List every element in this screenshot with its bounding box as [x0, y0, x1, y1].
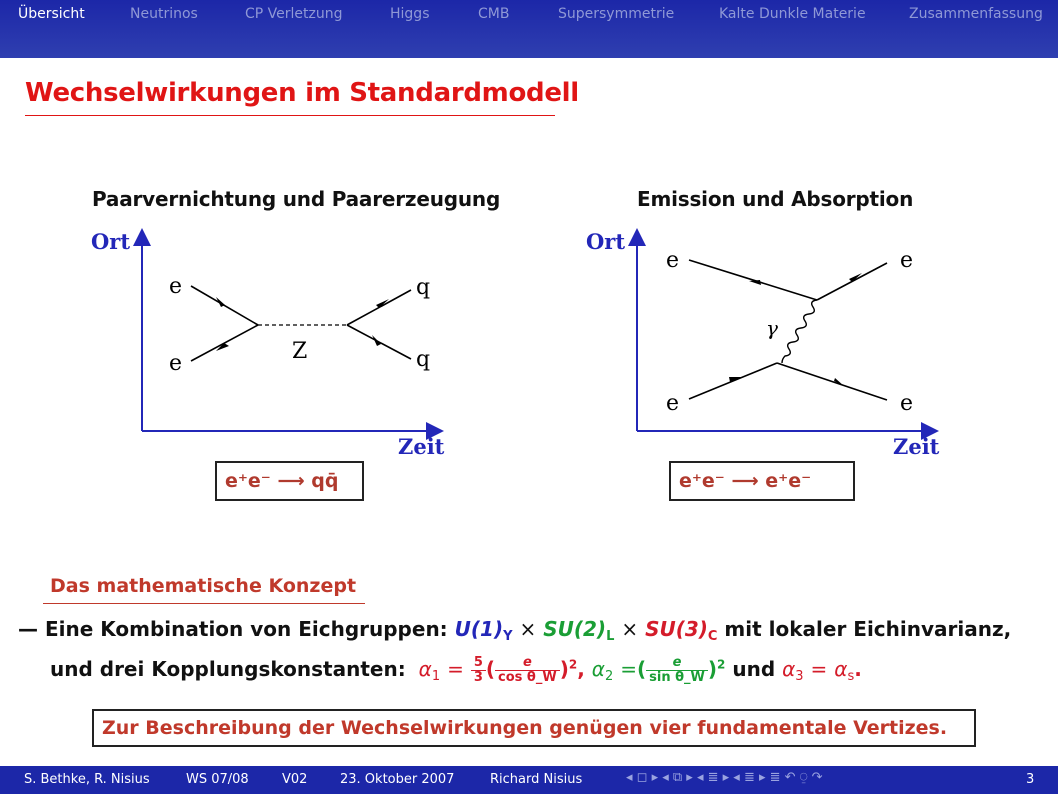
top-navigation-bar — [0, 0, 1058, 58]
y-axis-label: Ort — [91, 229, 131, 254]
footer-speaker: Richard Nisius — [490, 772, 583, 787]
x-axis-label: Zeit — [893, 434, 940, 459]
nav-tab-uebersicht[interactable]: Übersicht — [18, 6, 85, 22]
su3-group: $SU(3)_C$ — [645, 617, 718, 644]
slide-title: Wechselwirkungen im Standardmodell — [25, 78, 579, 108]
label-e-in-bottom: e — [666, 391, 680, 416]
footer-authors: S. Bethke, R. Nisius — [24, 772, 150, 787]
equals: = — [447, 657, 464, 681]
u1-group: $U(1)_Y$ — [454, 617, 513, 644]
fermion-line — [191, 286, 258, 325]
nav-tab-cp-verletzung[interactable]: CP Verletzung — [245, 6, 343, 22]
concept-heading: Das mathematische Konzept — [50, 575, 357, 597]
und-text: und — [732, 657, 776, 681]
footer-date: 23. Oktober 2007 — [340, 772, 455, 787]
coupling-constants-line: und drei Kopplungskonstanten: $\alpha_1$ = $\frac{5}{3}$ ( $\frac{e}{\text{cos θ\_W}}$ )$^2$, $\alpha_2$ =( $\frac{e}{\text{sin θ\_W}}$ )$^2$ und $\alpha_3 = \alpha_s$. — [50, 655, 862, 685]
label-z-boson: Z — [292, 339, 308, 364]
equals: = — [810, 657, 828, 681]
equals: = — [620, 657, 637, 681]
photon-line — [782, 300, 817, 363]
footer-page-number: 3 — [1026, 772, 1035, 787]
beamer-navigation-icons[interactable]: ◂ ◻ ▸ ◂ ⧉ ▸ ◂ ≣ ▸ ◂ ≣ ▸ ≣ ↶ ⍜ ↷ — [626, 770, 823, 785]
alpha2: $\alpha_2$ — [591, 657, 614, 684]
x-axis-label: Zeit — [398, 434, 445, 459]
arrow-icon — [729, 377, 742, 382]
label-e-top: e — [169, 274, 183, 299]
nav-tab-supersymmetrie[interactable]: Supersymmetrie — [558, 6, 675, 22]
times-symbol: × — [621, 617, 639, 641]
nav-tab-higgs[interactable]: Higgs — [390, 6, 430, 22]
label-e-out-bottom: e — [900, 391, 914, 416]
electron-line — [689, 260, 817, 300]
right-diagram-heading: Emission und Absorption — [637, 187, 914, 211]
coupling-text: und drei Kopplungskonstanten: — [50, 657, 406, 681]
nav-tab-kalte-dunkle-materie[interactable]: Kalte Dunkle Materie — [719, 6, 866, 22]
arrow-icon — [749, 280, 761, 285]
fraction-e-cos: $\frac{e}{\text{cos θ\_W}}$ — [495, 656, 560, 685]
fermion-line — [191, 325, 258, 361]
conclusion-box — [92, 709, 976, 747]
footer-lecture: V02 — [282, 772, 308, 787]
conclusion-text: Zur Beschreibung der Wechselwirkungen genügen vier fundamentale Vertizes. — [102, 717, 948, 739]
gauge-groups-line — [18, 617, 1011, 644]
gauge-invariance-text: mit lokaler Eichinvarianz, — [724, 617, 1012, 641]
alpha3: $\alpha_3$ — [782, 657, 804, 684]
nav-tab-neutrinos[interactable]: Neutrinos — [130, 6, 198, 22]
fraction-five-thirds: $\frac{5}{3}$ — [471, 656, 486, 685]
times-symbol: × — [519, 617, 537, 641]
process-box-left — [215, 461, 364, 501]
alpha-s: $\alpha_s$ — [834, 657, 855, 684]
y-axis-label: Ort — [586, 229, 626, 254]
label-e-out-top: e — [900, 248, 914, 273]
process-annihilation: e⁺e⁻ ⟶ qq̄ — [225, 470, 339, 492]
label-q-top: q — [416, 275, 431, 300]
arrow-icon — [372, 335, 381, 346]
process-scattering: e⁺e⁻ ⟶ e⁺e⁻ — [679, 470, 812, 492]
label-photon: γ — [766, 316, 778, 340]
title-underline — [25, 115, 555, 116]
feynman-diagram-annihilation — [85, 225, 465, 465]
alpha1: $\alpha_1$ — [418, 657, 441, 684]
electron-line — [777, 363, 887, 400]
left-diagram-heading: Paarvernichtung und Paarerzeugung — [92, 187, 501, 211]
process-box-right — [669, 461, 855, 501]
fraction-e-sin: $\frac{e}{\text{sin θ\_W}}$ — [646, 656, 708, 685]
concept-underline — [43, 603, 365, 604]
feynman-diagram-scattering — [580, 225, 960, 465]
label-e-in-top: e — [666, 248, 680, 273]
footer-semester: WS 07/08 — [186, 772, 249, 787]
gauge-groups-text: — Eine Kombination von Eichgruppen: — [18, 617, 448, 641]
electron-line — [689, 363, 777, 399]
label-e-bottom: e — [169, 351, 183, 376]
nav-tab-cmb[interactable]: CMB — [478, 6, 510, 22]
footer-bar — [0, 766, 1058, 794]
label-q-bottom: q — [416, 347, 431, 372]
nav-tab-zusammenfassung[interactable]: Zusammenfassung — [909, 6, 1043, 22]
su2-group: $SU(2)_L$ — [543, 617, 615, 644]
